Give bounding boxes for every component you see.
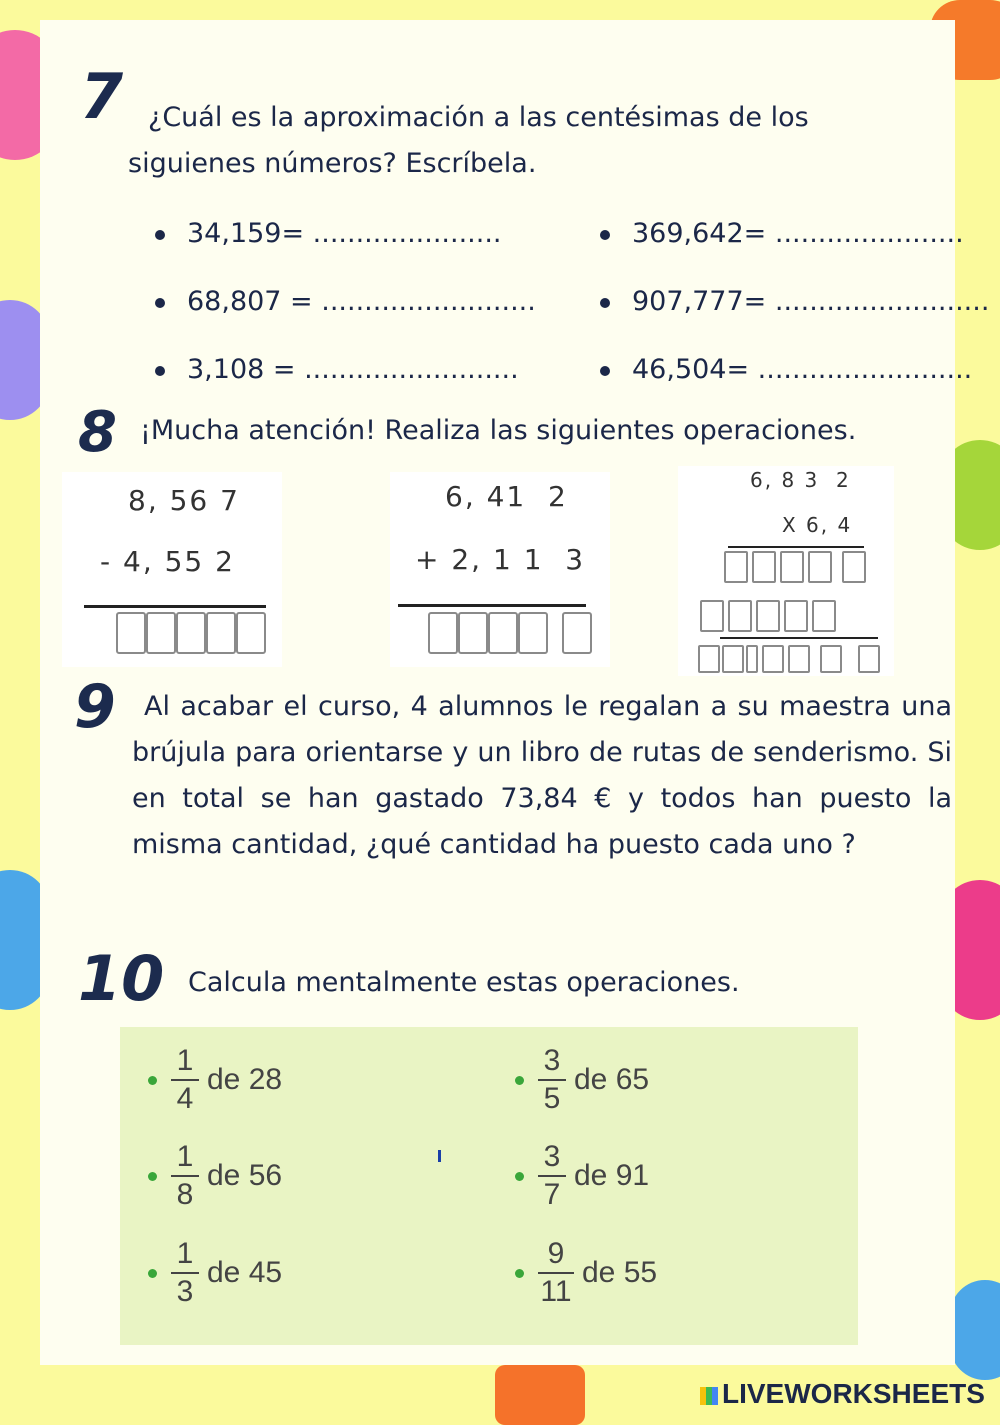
op3-top-digits: 6, 8 3 2: [750, 468, 851, 492]
op1-result-line: [84, 605, 266, 608]
op3-row1-box-1[interactable]: [724, 551, 748, 583]
decor-orange-shape-bottom: [495, 1365, 585, 1425]
op3-row3-box-5[interactable]: [788, 645, 810, 673]
op3-row3-box-7[interactable]: [858, 645, 880, 673]
op1-answer-box-4[interactable]: [206, 612, 236, 654]
op3-row3-box-3[interactable]: [746, 645, 758, 673]
q10-item-3: $\frac{1}{8}$ de 56: [148, 1141, 282, 1211]
q7-item-5: 3,108 = .........................: [155, 354, 519, 385]
liveworksheets-icon: [700, 1387, 718, 1405]
q7-item-3: 68,807 = .........................: [155, 286, 536, 317]
q7-item-4: 907,777= .........................: [600, 286, 989, 317]
op3-row2-box-1[interactable]: [700, 600, 724, 632]
op1-answer-box-5[interactable]: [236, 612, 266, 654]
op3-row1-box-2[interactable]: [752, 551, 776, 583]
op3-line-2: [720, 637, 878, 639]
op3-row3-box-4[interactable]: [762, 645, 784, 673]
question-8-text: ¡Mucha atención! Realiza las siguientes operaciones.: [140, 415, 857, 446]
op1-answer-box-3[interactable]: [176, 612, 206, 654]
question-7-text: ¿Cuál es la aproximación a las centésimas de los siguienes números? Escríbela.: [128, 102, 809, 179]
op2-answer-box-2[interactable]: [458, 612, 488, 654]
op3-row2-box-2[interactable]: [728, 600, 752, 632]
text-cursor-mark: [438, 1150, 441, 1162]
q10-item-1: $\frac{1}{4}$ de 28: [148, 1045, 282, 1115]
op1-top-digits: 8, 56 7: [128, 484, 240, 517]
op2-bottom-digits: + 2, 1 1 3: [415, 543, 586, 576]
q10-item-5: $\frac{1}{3}$ de 45: [148, 1238, 282, 1308]
q7-item-1: 34,159= ......................: [155, 218, 502, 249]
op2-answer-box-3[interactable]: [488, 612, 518, 654]
op2-result-line: [398, 604, 586, 607]
q10-item-6: $\frac{9}{11}$ de 55: [515, 1238, 657, 1308]
op3-row2-box-4[interactable]: [784, 600, 808, 632]
op3-row1-box-4[interactable]: [808, 551, 832, 583]
op3-row3-box-2[interactable]: [722, 645, 744, 673]
q10-item-2: $\frac{3}{5}$ de 65: [515, 1045, 649, 1115]
question-10-text: Calcula mentalmente estas operaciones.: [188, 967, 740, 998]
question-8-number: 8: [78, 400, 117, 465]
question-10-number: 10: [78, 942, 165, 1015]
op2-answer-box-5[interactable]: [562, 612, 592, 654]
q7-item-2: 369,642= ......................: [600, 218, 964, 249]
op2-top-digits: 6, 41 2: [445, 480, 568, 513]
q7-item-6: 46,504= .........................: [600, 354, 972, 385]
op3-row2-box-5[interactable]: [812, 600, 836, 632]
op1-bottom-digits: - 4, 55 2: [100, 545, 235, 578]
op2-answer-box-1[interactable]: [428, 612, 458, 654]
question-7-number: 7: [80, 60, 124, 133]
op3-line-1: [728, 546, 864, 548]
op3-row1-box-5[interactable]: [842, 551, 866, 583]
liveworksheets-logo[interactable]: LIVEWORKSHEETS: [700, 1378, 985, 1410]
decor-blue-shape-bottom: [950, 1280, 1000, 1380]
op3-row1-box-3[interactable]: [780, 551, 804, 583]
question-9-number: 9: [74, 672, 116, 742]
op3-bottom-digits: X 6, 4: [782, 513, 853, 537]
op3-row2-box-3[interactable]: [756, 600, 780, 632]
op2-answer-box-4[interactable]: [518, 612, 548, 654]
question-9-text: Al acabar el curso, 4 alumnos le regalan a su maestra una brújula para orientarse y un libro de rutas de senderismo. Si en total se han gastado 73,84 € y todos han puesto la misma cantidad, ¿qué cantidad ha puesto cada uno ?: [132, 691, 952, 860]
op3-row3-box-6[interactable]: [820, 645, 842, 673]
op3-row3-box-1[interactable]: [698, 645, 720, 673]
op1-answer-box-2[interactable]: [146, 612, 176, 654]
op1-answer-box-1[interactable]: [116, 612, 146, 654]
q10-item-4: $\frac{3}{7}$ de 91: [515, 1141, 649, 1211]
